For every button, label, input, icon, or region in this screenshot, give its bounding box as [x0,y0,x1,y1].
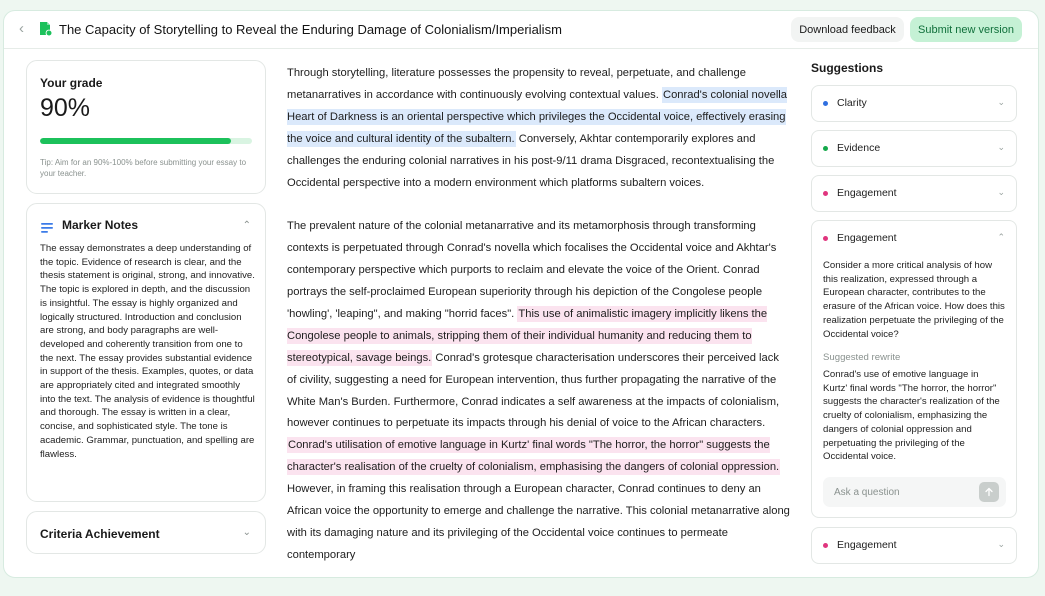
suggestion-label: Clarity [837,97,867,109]
suggestion-label: Engagement [837,187,897,199]
status-dot [823,146,828,151]
grade-value: 90% [40,94,91,122]
chevron-left-icon[interactable]: ‹ [19,20,24,37]
status-dot [823,543,828,548]
top-bar [4,11,1038,49]
chevron-down-icon[interactable]: ⌄ [997,142,1005,152]
criteria-achievement-title: Criteria Achievement [40,527,160,541]
suggestion-engagement-expanded [811,220,1017,518]
suggestion-header[interactable] [812,86,1016,122]
grade-tip: Tip: Aim for an 90%-100% before submitting your essay to your teacher. [40,158,247,178]
suggestion-header[interactable] [812,528,1016,564]
suggestion-engagement[interactable] [811,175,1017,212]
grade-card [26,60,266,194]
criteria-achievement-card[interactable] [26,511,266,554]
essay-text-segment: The prevalent nature of the colonial metanarrative and its metamorphosis through transforming contexts is perpetuated through Conrad's novella which focalises the Occidental voice and Akhtar's contemporary perspective which purports to reclaim and elevate the voice of the Orient. Conrad portrays the self-proclaimed European superiority through his depiction of the Congolese people 'howling', 'leaping", and making "horrid faces". [287,220,777,320]
highlight-clarity[interactable]: Conrad's colonial novella Heart of Darkness is an oriental perspective which privileges the Occidental voice, effectively erasing the voice and cultural identity of the subaltern. [287,88,788,145]
essay-text [287,63,791,578]
chevron-down-icon[interactable]: ⌄ [997,187,1005,197]
suggested-rewrite-label: Suggested rewrite [823,352,901,363]
highlight-engagement[interactable]: This use of animalistic imagery implicitly likens the Congolese people to animals, stripping them of their individual humanity and reducing them to stereotypical, savage beings. [287,307,768,364]
download-feedback-button[interactable]: Download feedback [791,17,904,42]
essay-text-segment: However, in framing this realisation through a European character, Conrad continues to deny an African voice the opportunity to emerge and challenge the narrative. This colonial metanarrative along with its damaging nature and its privileging of the Occidental voice continues to permeate contemporary [287,483,790,561]
chevron-down-icon[interactable]: ⌄ [242,527,251,538]
marker-notes-card [26,203,266,502]
highlight-engagement[interactable]: Conrad's utilisation of emotive language in Kurtz' final words "The horror, the horror" suggests the character's realisation of the cruelty of colonialism, emphasising the dangers of colonial oppression. [287,439,780,474]
essay-paragraph [287,216,791,567]
essay-text-segment: Through storytelling, literature possesses the propensity to reveal, perpetuate, and challenge metanarratives in accordance with continuously evolving contextual values. [287,67,746,101]
document-title: The Capacity of Storytelling to Reveal the Enduring Damage of Colonialism/Imperialism [59,22,562,37]
suggestion-engagement[interactable] [811,527,1017,564]
grade-progress-fill [40,138,231,144]
suggestion-label: Engagement [837,232,897,244]
marker-notes-title: Marker Notes [62,218,139,232]
marker-notes-body: The essay demonstrates a deep understanding of the topic. Evidence of research is clear, and the thesis statement is original, strong, and innovative. The topic is explored in depth, and the discussion is insightful. The essay is highly organized and logically structured. Introduction and conclusion are strong, and body paragraphs are well-developed and coherently transition from one to the next. The essay provides substantial evidence in support of the thesis. Examples, quotes, or data are appropriately cited and integrated smoothly into the text. The analysis of evidence is thoughtful and thorough. The essay is written in a clear, concise, and sophisticated style. The tone is academic. Grammar, punctuation, and spelling are flawless. [40,243,255,460]
document-icon [38,21,53,42]
suggestion-header[interactable] [812,221,1016,257]
status-dot [823,101,828,106]
suggestion-clarity[interactable] [811,85,1017,122]
suggestion-body: Consider a more critical analysis of how this realization, expressed through a European character, contributes to the erasure of the African voice. How does this realization perpetuate the privileging of the Occidental voice? [823,260,1005,340]
suggestion-label: Evidence [837,142,881,154]
notes-icon [41,220,53,238]
app-window [3,10,1039,578]
grade-label: Your grade [40,76,103,90]
suggested-rewrite-text: Conrad's use of emotive language in Kurtz' final words "The horror, the horror" suggests the character's realization of the cruelty of colonialism, emphasizing the dangers of colonial oppression and perpetuating the privileging of the Occidental voice. [823,369,1000,463]
status-dot [823,236,828,241]
chevron-up-icon[interactable]: ⌃ [242,220,251,231]
chevron-up-icon[interactable]: ⌃ [997,232,1005,242]
suggestion-header[interactable] [812,131,1016,167]
submit-new-version-button[interactable]: Submit new version [910,17,1022,42]
chevron-down-icon[interactable]: ⌄ [997,539,1005,549]
essay-text-segment: Conrad's grotesque characterisation underscores their perceived lack of civility, suggesting a need for European intervention, thus further propagating the narrative of the White Man's Burden. Furthermore, Conrad indicates a self awareness at the impacts of colonialism, however continues to perpetuate its impacts through his denial of voice to the African characters. [287,351,780,430]
suggestions-title: Suggestions [811,61,884,75]
suggestion-evidence[interactable] [811,130,1017,167]
suggestion-label: Engagement [837,539,897,551]
grade-progress-bar [40,138,252,144]
status-dot [823,191,828,196]
chevron-down-icon[interactable]: ⌄ [997,97,1005,107]
send-arrow-icon[interactable] [979,482,999,502]
essay-text-segment: Conversely, Akhtar contemporarily explores and challenges the enduring colonial narratives in his post-9/11 drama Disgraced, recontextualising the Occidental perspective into a modern environment which platforms subaltern voices. [287,132,775,189]
essay-paragraph [287,63,791,194]
suggestion-header[interactable] [812,176,1016,212]
suggestion-card-partial[interactable] [811,577,1017,578]
